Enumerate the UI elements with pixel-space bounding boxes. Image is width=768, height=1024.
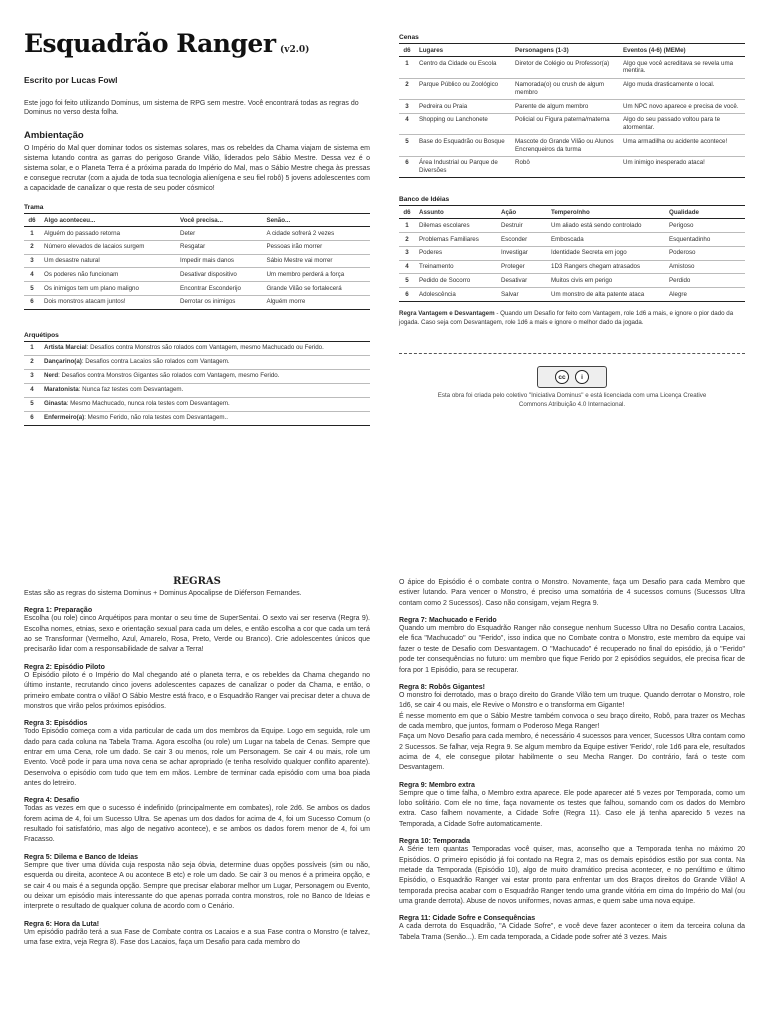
col-header: Qualidade: [665, 206, 745, 219]
col-header: Ação: [497, 206, 547, 219]
cell: 4: [24, 383, 40, 397]
rule-block: [24, 607, 370, 655]
cell: Destruir: [497, 219, 547, 233]
cell: Base do Esquadrão ou Bosque: [415, 135, 511, 157]
col-header: Você precisa...: [176, 214, 262, 227]
cell: [40, 355, 370, 369]
cell: Pedido de Socorro: [415, 274, 497, 288]
cell: Investigar: [497, 246, 547, 260]
table-row: [24, 282, 370, 296]
cell: Amistoso: [665, 260, 745, 274]
cell: Shopping ou Lanchonete: [415, 113, 511, 135]
rule-text: Todo Episódio começa com a vida particular de cada um dos membros da Equipe. Logo em seguida, role um dado para cada coluna na Tabela Trama. Agora escolha (ou role) um Lugar na tabela de Cenas. Sempre que entrar em uma Cena, role um dado. Se cair 3 ou menos, role um Personagem. Se cair 4 ou mais, role um Evento. Você pode ir para uma nova cena se achar apropriado (e tenha resolvido qualquer conflito aparente). Desenvolva o episódio com tudo que tem em mãos. Lembre de terminar cada episódio com uma boa piada antes do letreiro.: [24, 728, 370, 788]
back-right-column: [399, 572, 745, 943]
cell: Namorada(o) ou crush de algum membro: [511, 78, 619, 100]
cell: Um membro perderá a força: [262, 268, 370, 282]
archetype-name: Ginasta: [44, 400, 67, 408]
col-header: Eventos (4-6) (MEMe): [619, 44, 745, 57]
cell: 4: [399, 260, 415, 274]
col-header: Senão...: [262, 214, 370, 227]
cell: 5: [24, 397, 40, 411]
table-row: [24, 355, 370, 369]
cell: Mascote do Grande Vilão ou Alunos Encrenqueiros da turma: [511, 135, 619, 157]
rule-heading: Regra 9: Membro extra: [399, 781, 475, 789]
ambientacao-heading: Ambientação: [24, 130, 84, 142]
rule-heading: Regra 5: Dilema e Banco de Ideias: [24, 853, 138, 861]
rule-block: [24, 664, 370, 712]
version-label: (v2.0): [279, 45, 310, 55]
cell: Treinamento: [415, 260, 497, 274]
back-left-column: [24, 572, 370, 948]
vantagem-text: - Quando um Desafio for feito com Vantagem, role 1d6 a mais, e ignore o pior dado da jogada. Caso seja com Desvantagem, role 1d6 a mais e ignore o melhor dado da jogada.: [399, 309, 734, 326]
col-header: Tempero/nho: [547, 206, 665, 219]
cell: Área Industrial ou Parque de Diversões: [415, 156, 511, 178]
person-icon: i: [575, 370, 589, 384]
rule-heading: Regra 11: Cidade Sofre e Consequências: [399, 915, 536, 923]
cell: Poderoso: [665, 246, 745, 260]
archetype-name: Nerd: [44, 372, 59, 380]
rule-text: Todas as vezes em que o sucesso é indefinido (principalmente em combates), role 2d6. Se ambos os dados forem acima de 4, foi um Sucesso Ultra. Se apenas um dos dados for acima de 4, foi um Sucesso Comum (o resultado foi satisfatório, mas algo de negativo acontece), e se ambos os dados forem menor de 4, foi um Fracasso.: [24, 805, 370, 844]
table-row: [399, 156, 745, 178]
cc-license-badge: [537, 366, 607, 388]
table-header-row: [24, 214, 370, 227]
table-row: [399, 57, 745, 79]
rule-text: Sempre que o time falha, o Membro extra aparece. Ele pode aparecer até 5 vezes por Temporada, como um lobo solitário. Com ele no time, faça novamente os testes que falhou, somando com os dados do Membro extra. Caso falhem novamente, a Cidade Sofre (Regra 11). Caso ele já tenha aparecido 5 vezes na Temporada, a Cidade Sofre automaticamente.: [399, 789, 745, 828]
table-row: [24, 369, 370, 383]
cell: Um aliado está sendo controlado: [547, 219, 665, 233]
cell: Grande Vilão se fortalecerá: [262, 282, 370, 296]
cell: Algo que você acreditava se revela uma mentira.: [619, 57, 745, 79]
col-header: Assunto: [415, 206, 497, 219]
rule-block: [399, 838, 745, 907]
cell: 4: [399, 113, 415, 135]
regras-title: REGRAS: [173, 576, 221, 587]
cell: Derrotar os inimigos: [176, 295, 262, 309]
cell: Perigoso: [665, 219, 745, 233]
page-title: Esquadrão Ranger: [24, 29, 276, 58]
table-row: [399, 100, 745, 114]
cell: Desativar: [497, 274, 547, 288]
table-row: [399, 78, 745, 100]
table-row: [24, 411, 370, 425]
table-row: [24, 254, 370, 268]
table-row: [399, 233, 745, 247]
vantagem-rule: [399, 310, 745, 328]
cell: Um monstro de alta patente ataca: [547, 288, 665, 302]
banco-label: Banco de Idéias: [399, 196, 450, 204]
title-block: [24, 30, 370, 58]
cell: 6: [399, 288, 415, 302]
cenas-label: Cenas: [399, 34, 419, 41]
rule-block: [399, 915, 745, 943]
cenas-table: [399, 43, 745, 178]
cell: Número elevados de lacaios surgem: [40, 240, 176, 254]
archetype-desc: : Mesmo Machucado, nunca rola testes com Desvantagem.: [66, 400, 230, 408]
rule-text: A Série tem quantas Temporadas você quiser, mas, aconselho que a Temporada tenha no máximo 20 Episódios. O primeiro episódio já foi contado na Regra 2, mas os demais episódios estão por sua conta. Na metade da Temporada (Episódio 10), algo de muito dramático precisa acontecer, e no penúltimo e último Episódio, o Esquadrão Ranger vai estar pronto para enfrentar um dos Braços direitos do Grande Vilão! A temporada precisa acabar com o Esquadrão Ranger tendo uma grande vitória em cima do Império do Mal (ou uma grande derrota). Abuse de novos uniformes, novas armas, e quem sabe uma nova equipe.: [399, 846, 745, 905]
rule-text: Escolha (ou role) cinco Arquétipos para montar o seu time de SuperSentai. O sexto vai ser reserva (Regra 9). Escolha nomes, etnias, sexo e orientação sexual para cada um deles, e então escolha a cor que cada um terá ao se Transformar (Vermelho, Azul, Amarelo, Rosa, Preto, Verde ou Branco). Crie adolescentes únicos que precisarão lidar com a responsabilidade de salvar a Terra!: [24, 615, 370, 654]
table-row: [399, 274, 745, 288]
archetype-name: Maratonista: [44, 386, 79, 394]
cell: Pessoas irão morrer: [262, 240, 370, 254]
arquetipos-label: Arquétipos: [24, 331, 59, 339]
cell: Algo do seu passado voltou para te atormentar.: [619, 113, 745, 135]
cell: 4: [24, 268, 40, 282]
ambientacao-text: O Império do Mal quer dominar todos os sistemas solares, mas os rebeldes da Chama viajam de sistema em sistema lutando contra as garras do perigoso Grande Vilão, liderados pelo Sábio Mestre. Dessa vez é o sistema solar, e o Planeta Terra é a próxima parada do Império do Mal, mas o Sábio Mestre chega às pressas e consegue recrutar (com a ajuda de toda sua tecnologia alienígena e seu fiel robô) 5 jovens adolescentes com a capacidade de canalizar o que resta de seu poder cósmico!: [24, 145, 370, 193]
rule-block: [24, 921, 370, 949]
cell: 1: [24, 341, 40, 355]
table-row: [399, 113, 745, 135]
table-row: [399, 246, 745, 260]
archetype-name: Enfermeiro(a): [44, 414, 85, 422]
cell: 5: [399, 274, 415, 288]
rule-block: [24, 720, 370, 789]
table-row: [24, 397, 370, 411]
archetype-name: Dançarino(a): [44, 358, 82, 366]
cell: 2: [399, 78, 415, 100]
cell: Salvar: [497, 288, 547, 302]
rule-block: [24, 797, 370, 845]
archetype-desc: : Nunca faz testes com Desvantagem.: [78, 386, 184, 394]
cell: Encontrar Esconderijo: [176, 282, 262, 296]
cell: Sábio Mestre vai morrer: [262, 254, 370, 268]
cell: Resgatar: [176, 240, 262, 254]
col-header: d6: [399, 206, 415, 219]
cell: Um NPC novo aparece e precisa de você.: [619, 100, 745, 114]
cell: Parente de algum membro: [511, 100, 619, 114]
cell: Pedreira ou Praia: [415, 100, 511, 114]
cell: Adolescência: [415, 288, 497, 302]
cell: Diretor de Colégio ou Professor(a): [511, 57, 619, 79]
vantagem-label: Regra Vantagem e Desvantagem: [399, 309, 495, 317]
cell: Proteger: [497, 260, 547, 274]
cell: Muitos civis em perigo: [547, 274, 665, 288]
table-row: [24, 227, 370, 241]
rule-heading: Regra 6: Hora da Luta!: [24, 920, 100, 928]
cell: Emboscada: [547, 233, 665, 247]
cell: [40, 411, 370, 425]
cell: 3: [24, 369, 40, 383]
cell: 1: [399, 57, 415, 79]
archetype-desc: : Desafios contra Lacaios são rolados com Vantagem.: [81, 358, 230, 366]
cell: 1: [24, 227, 40, 241]
cell: Uma armadilha ou acidente acontece!: [619, 135, 745, 157]
table-row: [24, 295, 370, 309]
cell: 5: [399, 135, 415, 157]
cell: 3: [24, 254, 40, 268]
cell: [40, 369, 370, 383]
table-row: [24, 341, 370, 355]
cell: Poderes: [415, 246, 497, 260]
archetype-desc: : Mesmo Ferido, não rola testes com Desvantagem..: [84, 414, 228, 422]
cell: Algo muda drasticamente o local.: [619, 78, 745, 100]
cell: [40, 341, 370, 355]
rule-heading: Regra 10: Temporada: [399, 838, 471, 846]
table-header-row: [399, 44, 745, 57]
cell: A cidade sofrerá 2 vezes: [262, 227, 370, 241]
credits-text: Esta obra foi criada pelo coletivo "Iniciativa Dominus" e está licenciada com uma Licença Creative Commons Atribuição 4.0 Internacional.: [437, 392, 707, 409]
rule-heading: Regra 1: Preparação: [24, 607, 93, 615]
table-row: [24, 268, 370, 282]
col-header: Algo aconteceu...: [40, 214, 176, 227]
rule-text: Faça um Novo Desafio para cada membro, é necessário 4 sucessos para vencer, Sucessos Ultra contam como 2 Sucessos. Se falhar, veja Regra 9. Se algum membro da Equipe estiver 'Ferido', role 1d6 para ele, resultados acima de 4, ele consegue pilotar habilmente o seu Mecha Ranger. Do contrário, fará o teste com Desvantagem.: [399, 733, 745, 772]
table-header-row: [399, 206, 745, 219]
cell: 1D3 Rangers chegam atrasados: [547, 260, 665, 274]
cell: Um desastre natural: [40, 254, 176, 268]
cell: Robô: [511, 156, 619, 178]
cell: 3: [399, 246, 415, 260]
cell: 1: [399, 219, 415, 233]
rule-block: [399, 617, 745, 676]
banco-table: [399, 205, 745, 302]
rule-block: [24, 854, 370, 913]
archetype-name: Artista Marcial: [44, 344, 87, 352]
cell: Os poderes não funcionam: [40, 268, 176, 282]
front-right-column: [399, 30, 745, 410]
rule-text: A cada derrota do Esquadrão, "A Cidade Sofre", e você deve fazer acontecer o item da terceira coluna da Tabela Trama (Senão...). Em cada temporada, a Cidade pode sofrer até 3 vezes. Mais: [399, 923, 745, 941]
cell: 6: [24, 295, 40, 309]
rule-text: Um episódio padrão terá a sua Fase de Combate contra os Lacaios e a sua Fase contra o Monstro (e talvez, uma fase extra, veja Regra 8). Fase dos Lacaios, faça um Desafio para cada membro do: [24, 928, 370, 946]
col-header: Lugares: [415, 44, 511, 57]
cell: 5: [24, 282, 40, 296]
cell: Perdido: [665, 274, 745, 288]
col-header: Personagens (1-3): [511, 44, 619, 57]
cell: Impedir mais danos: [176, 254, 262, 268]
rule-text: O ápice do Episódio é o combate contra o Monstro. Novamente, faça um Desafio para cada Membro que estiver lutando. Para vencer o Monstro, é preciso uma somatória de 4 sucessos comuns (Sucessos Ultra contam como 2 Sucessos). Caso não consigam, vejam Regra 9.: [399, 579, 745, 607]
trama-label: Trama: [24, 204, 44, 212]
table-row: [399, 288, 745, 302]
archetype-desc: : Desafios contra Monstros são rolados com Vantagem, mesmo Machucado ou Ferido.: [86, 344, 324, 352]
cell: Problemas Familiares: [415, 233, 497, 247]
rule-block: [399, 684, 745, 774]
rule-heading: Regra 8: Robôs Gigantes!: [399, 683, 485, 691]
table-row: [399, 135, 745, 157]
rule-block: [399, 782, 745, 830]
intro-paragraph: Este jogo foi feito utilizando Dominus, um sistema de RPG sem mestre. Você encontrará todas as regras do Dominus no verso desta folha.: [24, 99, 359, 117]
col-header: d6: [24, 214, 40, 227]
cell: Alguém do passado retorna: [40, 227, 176, 241]
cell: 6: [399, 156, 415, 178]
cell: 2: [24, 240, 40, 254]
cell: Esquentadinho: [665, 233, 745, 247]
cell: Parque Público ou Zoológico: [415, 78, 511, 100]
cell: Os inimigos tem um plano maligno: [40, 282, 176, 296]
cell: 6: [24, 411, 40, 425]
cell: Esconder: [497, 233, 547, 247]
cell: 2: [399, 233, 415, 247]
cell: Identidade Secreta em jogo: [547, 246, 665, 260]
rule-text: Quando um membro do Esquadrão Ranger não consegue nenhum Sucesso Ultra no Desafio contra Lacaios, ele fica "Machucado" ou "Ferido", isso indica que no Combate contra o Monstro, este membro da equipe vai fazer o teste de Desafio com Desvantagem. O "Machucado" é recuperado no final do episódio, já o "Ferido" pode ter consequências no futuro: um membro que fique Ferido por 2 episódios seguidos, ele precisa ficar de fora por 1 Episódio, para se recuperar.: [399, 625, 745, 674]
rule-text: O monstro foi derrotado, mas o braço direito do Grande Vilão tem um truque. Quando derrotar o Monstro, role 1d6, se cair 4 ou mais, ele Revive o Monstro e o transforma em Gigante!: [399, 691, 745, 710]
cell: Centro da Cidade ou Escola: [415, 57, 511, 79]
archetype-desc: : Desafios contra Monstros Gigantes são rolados com Vantagem, mesmo Ferido.: [58, 372, 280, 380]
cell: Deter: [176, 227, 262, 241]
rule-heading: Regra 7: Machucado e Ferido: [399, 617, 497, 625]
col-header: d6: [399, 44, 415, 57]
rule-heading: Regra 4: Desafio: [24, 797, 80, 805]
cell: Alguém morre: [262, 295, 370, 309]
cell: Dilemas escolares: [415, 219, 497, 233]
cell: Dois monstros atacam juntos!: [40, 295, 176, 309]
divider: [399, 353, 745, 354]
rule-text: O Episódio piloto é o Império do Mal chegando até o planeta terra, e os rebeldes da Chama chegando no último instante, recrutando cinco jovens adolescentes capazes de canalizar o poder da Chama, e então, o primeiro embate contra o vilão! O Sábio Mestre está fraco, e o Esquadrão Ranger vai precisar deter a chuva de monstros que virão pelos próximos episódios.: [24, 671, 370, 710]
table-row: [24, 383, 370, 397]
trama-table: [24, 213, 370, 310]
rule-text: Sempre que tiver uma dúvida cuja resposta não seja óbvia, determine duas opções possíveis (sim ou não, esquerda ou direita, acontece A ou acontece B etc) e role um dado. Se cair 3 ou menos é a primeira opção, e se cair 4 ou mais é a segunda opção. Sempre que precisar elaborar melhor um Lugar, Personagem ou Evento, ou deixar um episódio mais interessante do que apenas porrada contra monstros, role no Banco de Ideias e interprete o resultado de qualquer coluna de acordo com o Cenário.: [24, 861, 370, 911]
cell: 2: [24, 355, 40, 369]
author-line: Escrito por Lucas Fowl: [24, 74, 118, 85]
cell: Alegre: [665, 288, 745, 302]
front-left-column: [24, 30, 370, 426]
arquetipos-table: [24, 341, 370, 426]
table-row: [399, 219, 745, 233]
rule-text: É nesse momento em que o Sábio Mestre também convoca o seu braço direito, Robô, para trazer os Mechas de cada membro, que juntos, formam o Poderoso Mega Ranger!: [399, 712, 745, 730]
table-row: [399, 260, 745, 274]
cell: Desativar dispositivo: [176, 268, 262, 282]
rule-heading: Regra 3: Episódios: [24, 720, 88, 728]
cell: Um inimigo inesperado ataca!: [619, 156, 745, 178]
cell: [40, 397, 370, 411]
rule-heading: Regra 2: Episódio Piloto: [24, 663, 105, 671]
cell: 3: [399, 100, 415, 114]
rule-block: [399, 578, 745, 609]
table-row: [24, 240, 370, 254]
cc-icon: cc: [555, 370, 569, 384]
regras-intro: Estas são as regras do sistema Dominus + Dominus Apocalipse de Diéferson Fernandes.: [24, 590, 302, 597]
cell: Policial ou Figura paterna/materna: [511, 113, 619, 135]
cell: [40, 383, 370, 397]
